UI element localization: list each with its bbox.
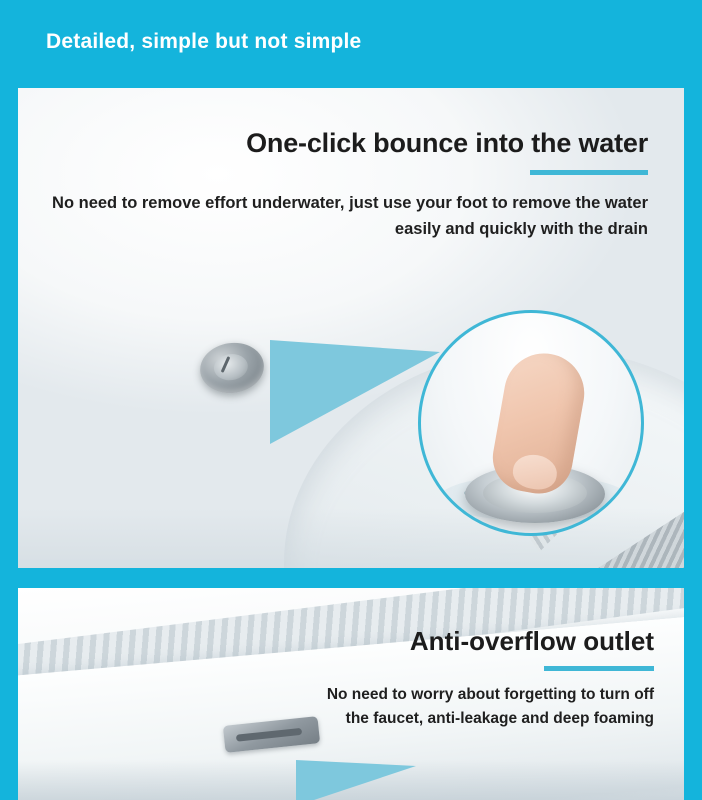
section-two-description: No need to worry about forgetting to turn off the faucet, anti-leakage and deep foaming [326,686,654,727]
feature-panel-one-click-bounce [18,88,684,568]
magnified-drain-callout [418,310,644,536]
zoom-pointer-triangle-two [296,760,416,800]
section-one-accent-rule [530,170,648,175]
feature-panel-anti-overflow [18,588,684,800]
section-two-title: Anti-overflow outlet [409,626,654,656]
page-title: Detailed, simple but not simple [46,30,362,53]
section-one-title: One-click bounce into the water [246,128,648,158]
section-two-accent-rule [544,666,654,671]
zoom-pointer-triangle [270,340,440,444]
top-strip [0,0,702,18]
section-one-description: No need to remove effort underwater, just use your foot to remove the water easily and quickly with the drain [52,194,648,238]
